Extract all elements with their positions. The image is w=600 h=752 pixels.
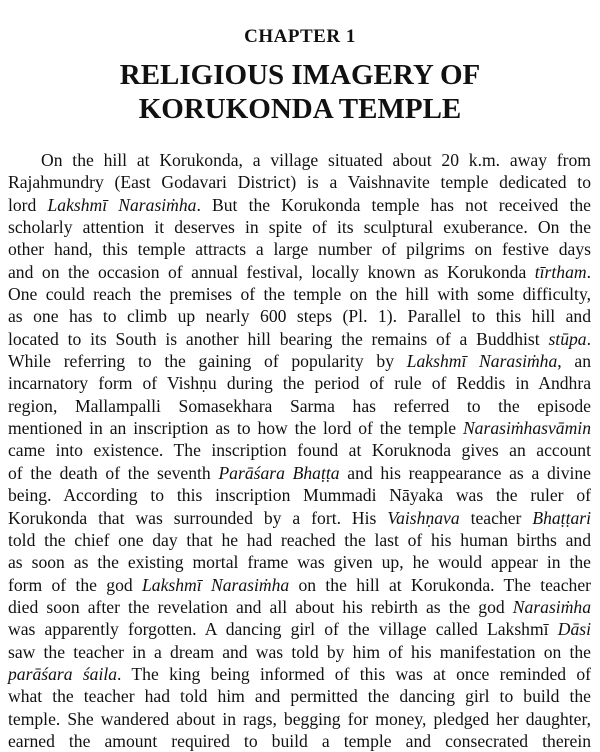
body-line — [8, 261, 591, 283]
body-text-segment: was apparently forgotten. A dancing girl of the village called Lakshmī — [8, 619, 558, 640]
italic-term: Narasiṁhasvāmin — [462, 418, 591, 439]
body-text-segment: form of the god — [8, 574, 143, 595]
body-text-segment: of the death of the seventh — [8, 462, 219, 483]
body-text-segment: One could reach the premises of the temple on the hill with some difficulty, — [8, 284, 591, 305]
body-line — [8, 596, 591, 618]
body-text-segment: Korukonda that was surrounded by a fort. His — [8, 507, 388, 528]
body-line — [8, 194, 591, 216]
body-text-segment: Rajahmundry (East Godavari District) is a Vaishnavite temple dedicated to — [8, 172, 591, 193]
italic-term: Vaishṇava — [387, 507, 460, 528]
body-text-segment: On the hill at Korukonda, a village situated about 20 k.m. away from — [41, 150, 591, 170]
body-line — [8, 395, 591, 417]
body-text-segment: While referring to the gaining of popularity by — [8, 351, 407, 372]
body-text-segment: incarnatory form of Vishṇu during the period of rule of Reddis in Andhra — [8, 373, 591, 394]
italic-term: Lakshmī Narasiṁha — [142, 574, 290, 595]
italic-term: parāśara śaila — [8, 663, 118, 684]
body-line — [8, 484, 591, 506]
body-line — [8, 417, 591, 439]
italic-term: stūpa — [548, 328, 587, 349]
body-text-segment: and his reappearance as a divine — [339, 462, 591, 483]
italic-term: Lakshmī Narasiṁha — [406, 351, 558, 372]
body-line — [8, 305, 591, 327]
body-line — [8, 149, 591, 171]
body-text-segment: lord — [8, 194, 48, 215]
body-text-segment: . — [586, 328, 591, 349]
body-text-segment: earned the amount required to build a temple and consecrated therein — [8, 730, 591, 751]
italic-term: Bhaṭṭari — [532, 507, 591, 528]
body-line — [8, 216, 591, 238]
italic-term: tīrtham — [534, 261, 587, 282]
body-line — [8, 574, 591, 596]
body-line — [8, 618, 591, 640]
chapter-label: CHAPTER 1 — [244, 26, 356, 47]
body-text-segment: being. According to this inscription Mummadi Nāyaka was the ruler of — [8, 485, 591, 506]
italic-term: Lakshmī Narasiṁha — [47, 194, 197, 215]
body-line — [8, 328, 591, 350]
body-line — [8, 529, 591, 551]
body-text-segment: on the hill at Korukonda. The teacher — [289, 574, 591, 595]
body-line — [8, 708, 591, 730]
italic-term: Dāsi — [557, 619, 591, 640]
body-text-segment: . The king being informed of this was at once reminded of — [117, 663, 592, 684]
body-text-segment: mentioned in an inscription as to how the lord of the temple — [8, 418, 463, 439]
body-text-segment: as one has to climb up nearly 600 steps (Pl. 1). Parallel to this hill and — [8, 306, 591, 327]
italic-term: Parāśara Bhaṭṭa — [218, 462, 340, 483]
chapter-title — [0, 58, 600, 126]
body-text-segment: temple. She wandered about in rags, begging for money, pledged her daughter, — [8, 708, 591, 729]
body-line — [8, 283, 591, 305]
body-line — [8, 462, 591, 484]
body-line — [8, 372, 591, 394]
body-line — [8, 171, 591, 193]
body-line — [8, 663, 591, 685]
body-line — [8, 238, 591, 260]
chapter-title-line-2: KORUKONDA TEMPLE — [138, 93, 462, 125]
body-text-segment: as soon as the existing mortal frame was given up, he would appear in the — [8, 552, 591, 573]
body-text-segment: . — [586, 261, 591, 282]
body-text-segment: other hand, this temple attracts a large number of pilgrims on festive days — [8, 239, 591, 260]
body-text-segment: came into existence. The inscription found at Koruknoda gives an account — [8, 440, 591, 461]
body-text-segment: what the teacher had told him and permitted the dancing girl to build the — [8, 686, 591, 707]
body-line — [8, 641, 591, 663]
body-text-segment: saw the teacher in a dream and was told by him of his manifestation on the — [8, 641, 591, 662]
body-paragraph — [8, 149, 591, 752]
body-text-segment: , an — [557, 351, 591, 372]
body-line — [8, 439, 591, 461]
body-text-segment: and on the occasion of annual festival, locally known as Korukonda — [8, 261, 535, 282]
body-text-segment: region, Mallampalli Somasekhara Sarma has referred to the episode — [8, 395, 591, 416]
chapter-title-line-1: RELIGIOUS IMAGERY OF — [119, 59, 481, 91]
body-text-segment: located to its South is another hill bearing the remains of a Buddhist — [8, 328, 549, 349]
body-line — [8, 507, 591, 529]
body-line — [8, 730, 591, 752]
body-text-segment: scholarly attention it deserves in spite of its sculptural exuberance. On the — [8, 217, 591, 238]
body-text-segment: told the chief one day that he had reached the last of his human births and — [8, 529, 591, 550]
body-line — [8, 350, 591, 372]
body-line — [8, 551, 591, 573]
body-text-segment: died soon after the revelation and all about his rebirth as the god — [8, 596, 513, 617]
italic-term: Narasiṁha — [512, 596, 591, 617]
body-text-segment: teacher — [459, 507, 533, 528]
body-line — [8, 685, 591, 707]
body-text-segment: . But the Korukonda temple has not received the — [196, 194, 591, 215]
